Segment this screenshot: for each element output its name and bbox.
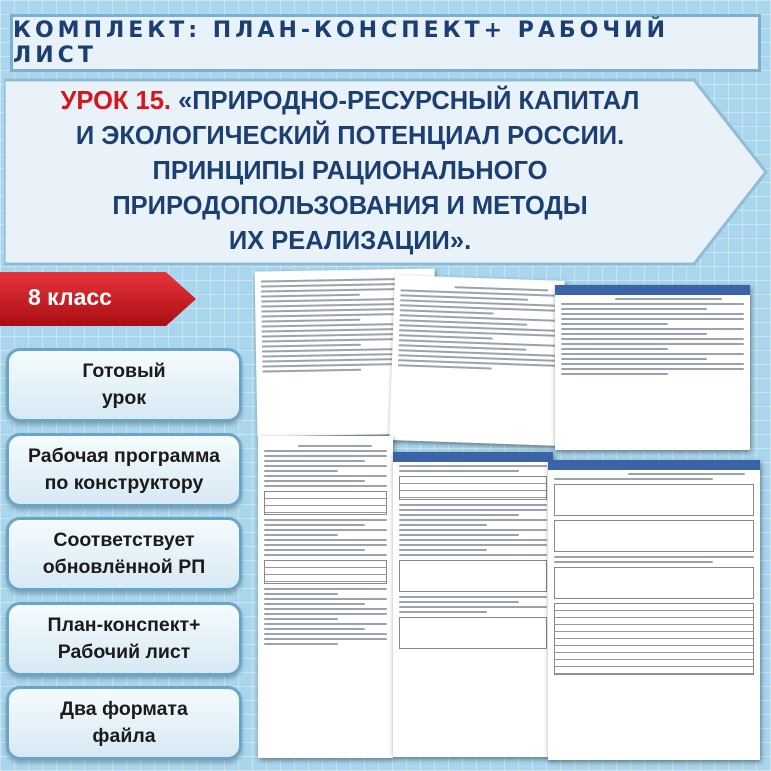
feature-text: файла	[92, 725, 156, 747]
feature-text: Готовый	[82, 360, 166, 382]
lesson-title-line: И ЭКОЛОГИЧЕСКИЙ ПОТЕНЦИАЛ РОССИИ.	[75, 122, 625, 150]
lesson-title-line: ПРИРОДОПОЛЬЗОВАНИЯ И МЕТОДЫ	[112, 192, 588, 220]
document-preview	[555, 285, 750, 450]
document-preview	[548, 460, 760, 760]
feature-text: урок	[101, 387, 147, 409]
lesson-title-line: ИХ РЕАЛИЗАЦИИ».	[228, 227, 472, 255]
feature-plan-worksheet	[6, 602, 242, 676]
feature-text: План-конспект+	[47, 614, 201, 636]
lesson-title-line: «ПРИРОДНО-РЕСУРСНЫЙ КАПИТАЛ	[178, 87, 640, 115]
feature-two-formats	[6, 686, 242, 760]
document-preview	[258, 436, 393, 758]
document-preview	[389, 275, 565, 446]
feature-work-program	[6, 433, 242, 507]
grade-label: 8 класс	[28, 284, 112, 310]
feature-text: Рабочий лист	[57, 641, 191, 663]
feature-text: Соответствует	[53, 529, 195, 551]
grade-tag	[0, 270, 200, 328]
feature-text: обновлённой РП	[42, 556, 206, 578]
feature-updated-rp	[6, 517, 242, 591]
header-banner	[10, 14, 761, 72]
feature-text: Два формата	[60, 698, 188, 720]
lesson-title	[30, 84, 670, 264]
lesson-title-line: ПРИНЦИПЫ РАЦИОНАЛЬНОГО	[152, 157, 548, 185]
lesson-number: УРОК 15.	[60, 87, 171, 115]
feature-ready-lesson	[6, 348, 242, 422]
feature-text: по конструктору	[44, 472, 204, 494]
feature-text: Рабочая программа	[28, 445, 220, 467]
header-title: КОМПЛЕКТ: ПЛАН-КОНСПЕКТ+ РАБОЧИЙ ЛИСТ	[13, 18, 669, 68]
document-preview	[393, 452, 553, 757]
